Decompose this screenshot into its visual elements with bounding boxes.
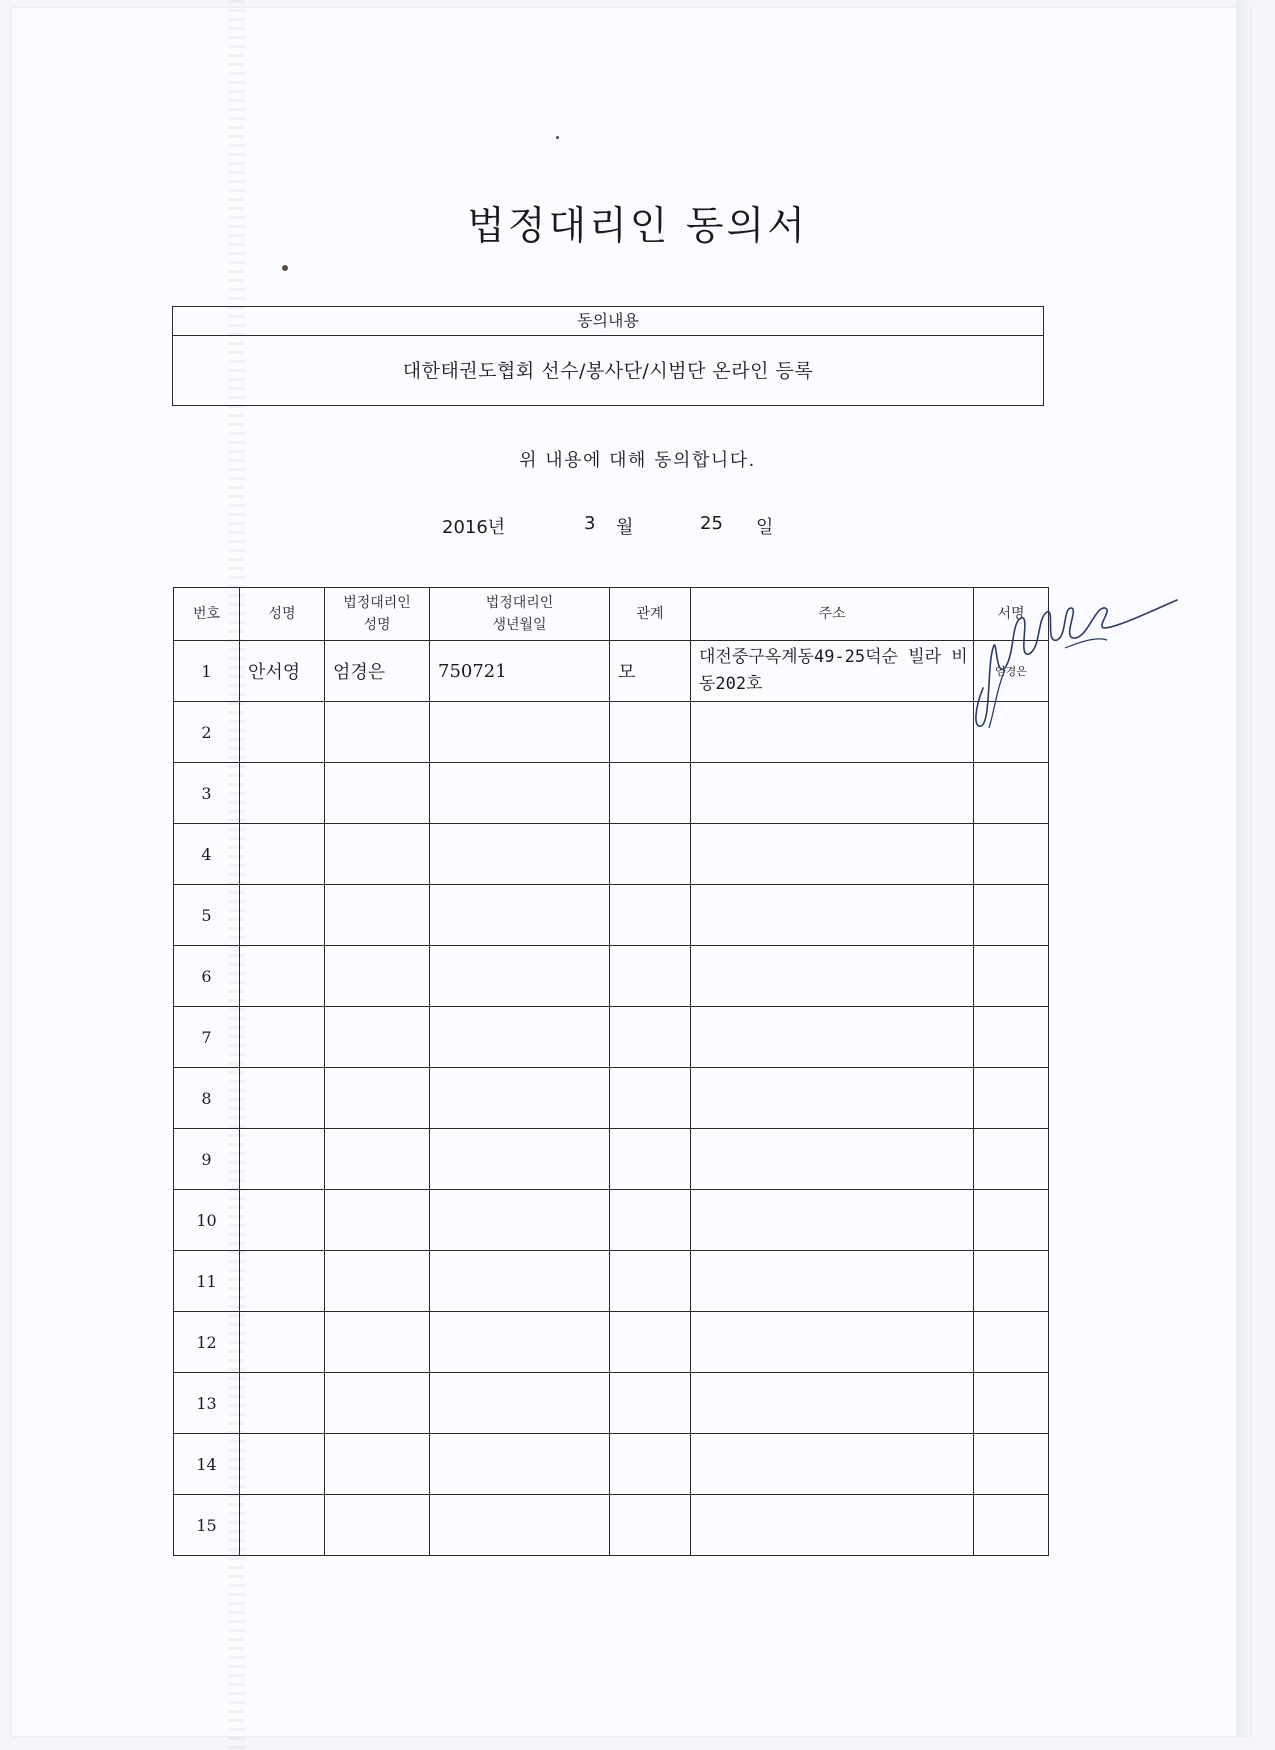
- cell-relation: [610, 702, 691, 763]
- header-rep-birth-line1: 법정대리인: [485, 595, 554, 611]
- page-edge-shadow: [1236, 0, 1250, 1736]
- cell-rep-name: [325, 946, 430, 1007]
- cell-rep-birth: [430, 1495, 610, 1556]
- cell-rep-birth: [430, 946, 610, 1007]
- cell-rep-birth: [430, 1129, 610, 1190]
- cell-signature: [974, 1251, 1049, 1312]
- cell-signature: [974, 1129, 1049, 1190]
- ink-speck: [556, 136, 559, 139]
- table-row: [174, 702, 1049, 763]
- header-name: 성명: [240, 588, 325, 641]
- cell-rep-birth: [430, 1007, 610, 1068]
- cell-signature: [974, 1495, 1049, 1556]
- cell-address: [691, 1495, 974, 1556]
- cell-rep-birth: [430, 1251, 610, 1312]
- cell-rep-name: [325, 885, 430, 946]
- cell-name: [240, 885, 325, 946]
- table-header-row: [174, 588, 1049, 641]
- cell-name: [240, 763, 325, 824]
- header-signature: 서명: [974, 588, 1049, 641]
- cell-name: [240, 1190, 325, 1251]
- row-number: 2: [174, 702, 240, 763]
- cell-relation: [610, 1129, 691, 1190]
- cell-relation: [610, 763, 691, 824]
- row-number: 5: [174, 885, 240, 946]
- cell-signature: [974, 1312, 1049, 1373]
- cell-rep-birth: 750721: [430, 641, 610, 702]
- cell-rep-birth: [430, 1373, 610, 1434]
- table-row: [174, 1373, 1049, 1434]
- table-row: [174, 641, 1049, 702]
- date-day-unit: 일: [756, 517, 774, 538]
- cell-address: [691, 1312, 974, 1373]
- date-year: 2016년: [442, 517, 506, 538]
- cell-rep-birth: [430, 1068, 610, 1129]
- cell-address: [691, 763, 974, 824]
- cell-rep-name: [325, 1495, 430, 1556]
- cell-signature: [974, 885, 1049, 946]
- ink-speck: [282, 265, 288, 271]
- row-number: 14: [174, 1434, 240, 1495]
- cell-name: [240, 1434, 325, 1495]
- cell-rep-name: [325, 1007, 430, 1068]
- cell-name: [240, 1373, 325, 1434]
- cell-relation: [610, 1190, 691, 1251]
- cell-rep-name: [325, 1434, 430, 1495]
- cell-signature: [974, 1007, 1049, 1068]
- cell-name: [240, 824, 325, 885]
- table-row: [174, 1068, 1049, 1129]
- agreement-statement: 위 내용에 대해 동의합니다.: [519, 450, 756, 471]
- row-number: 8: [174, 1068, 240, 1129]
- table-row: [174, 1312, 1049, 1373]
- table-row: [174, 763, 1049, 824]
- cell-signature: [974, 702, 1049, 763]
- row-number: 9: [174, 1129, 240, 1190]
- cell-rep-name: [325, 702, 430, 763]
- cell-rep-name: [325, 1312, 430, 1373]
- cell-address: [691, 1190, 974, 1251]
- header-rep-birth: [430, 588, 610, 641]
- row-number: 15: [174, 1495, 240, 1556]
- cell-address: [691, 1129, 974, 1190]
- cell-rep-name: [325, 1129, 430, 1190]
- cell-signature: [974, 1434, 1049, 1495]
- header-rep-name-line1: 법정대리인: [343, 595, 411, 611]
- header-rep-name-line2: 성명: [363, 617, 391, 633]
- table-row: [174, 946, 1049, 1007]
- table-row: [174, 1251, 1049, 1312]
- date-day: 25: [700, 513, 723, 534]
- cell-rep-name: [325, 1251, 430, 1312]
- header-rep-birth-line2: 생년월일: [492, 617, 547, 633]
- date-month: 3: [584, 513, 596, 534]
- consent-box: [172, 306, 1044, 406]
- cell-rep-name: [325, 1190, 430, 1251]
- cell-address: [691, 1251, 974, 1312]
- cell-rep-name: 엄경은: [325, 641, 430, 702]
- row-number: 10: [174, 1190, 240, 1251]
- cell-name: [240, 1495, 325, 1556]
- header-relation: 관계: [610, 588, 691, 641]
- cell-address: [691, 824, 974, 885]
- cell-rep-birth: [430, 702, 610, 763]
- table-row: [174, 885, 1049, 946]
- consent-body: 대한태권도협회 선수/봉사단/시범단 온라인 등록: [402, 360, 814, 382]
- table-row: [174, 1007, 1049, 1068]
- cell-relation: [610, 1251, 691, 1312]
- row-number: 6: [174, 946, 240, 1007]
- cell-relation: [610, 1312, 691, 1373]
- document-title: 법정대리인 동의서: [467, 204, 808, 249]
- cell-name: [240, 1068, 325, 1129]
- cell-name: [240, 1251, 325, 1312]
- date-month-unit: 월: [616, 517, 634, 538]
- row-number: 12: [174, 1312, 240, 1373]
- table-row: [174, 1190, 1049, 1251]
- cell-rep-birth: [430, 824, 610, 885]
- cell-address: 대전중구옥계동49-25덕순 빌라 비동202호: [691, 641, 974, 702]
- cell-address: [691, 1068, 974, 1129]
- row-number: 1: [174, 641, 240, 702]
- cell-name: [240, 702, 325, 763]
- row-number: 11: [174, 1251, 240, 1312]
- cell-address: [691, 1007, 974, 1068]
- cell-relation: [610, 1373, 691, 1434]
- row-number: 3: [174, 763, 240, 824]
- cell-rep-name: [325, 1068, 430, 1129]
- cell-rep-birth: [430, 885, 610, 946]
- cell-name: [240, 1129, 325, 1190]
- cell-relation: [610, 1068, 691, 1129]
- cell-relation: [610, 1495, 691, 1556]
- cell-signature: [974, 763, 1049, 824]
- cell-relation: [610, 824, 691, 885]
- cell-rep-birth: [430, 763, 610, 824]
- cell-signature: [974, 1373, 1049, 1434]
- cell-relation: [610, 1434, 691, 1495]
- cell-rep-birth: [430, 1312, 610, 1373]
- cell-signature: 엄경은: [974, 641, 1049, 702]
- cell-relation: [610, 1007, 691, 1068]
- row-number: 7: [174, 1007, 240, 1068]
- cell-signature: [974, 824, 1049, 885]
- cell-signature: [974, 946, 1049, 1007]
- cell-relation: [610, 946, 691, 1007]
- consent-header: 동의내용: [173, 307, 1043, 336]
- cell-name: [240, 1007, 325, 1068]
- cell-rep-name: [325, 824, 430, 885]
- cell-address: [691, 702, 974, 763]
- table-row: [174, 824, 1049, 885]
- cell-address: [691, 1373, 974, 1434]
- header-no: 번호: [174, 588, 240, 641]
- table-row: [174, 1495, 1049, 1556]
- cell-rep-birth: [430, 1434, 610, 1495]
- cell-address: [691, 946, 974, 1007]
- table-row: [174, 1129, 1049, 1190]
- cell-rep-birth: [430, 1190, 610, 1251]
- row-number: 4: [174, 824, 240, 885]
- cell-rep-name: [325, 1373, 430, 1434]
- header-rep-name: [325, 588, 430, 641]
- cell-signature: [974, 1190, 1049, 1251]
- cell-signature: [974, 1068, 1049, 1129]
- cell-name: 안서영: [240, 641, 325, 702]
- cell-relation: [610, 885, 691, 946]
- cell-rep-name: [325, 763, 430, 824]
- cell-name: [240, 1312, 325, 1373]
- cell-address: [691, 885, 974, 946]
- cell-name: [240, 946, 325, 1007]
- row-number: 13: [174, 1373, 240, 1434]
- guardian-table: [173, 587, 1049, 1556]
- table-row: [174, 1434, 1049, 1495]
- cell-relation: 모: [610, 641, 691, 702]
- cell-address: [691, 1434, 974, 1495]
- header-address: 주소: [691, 588, 974, 641]
